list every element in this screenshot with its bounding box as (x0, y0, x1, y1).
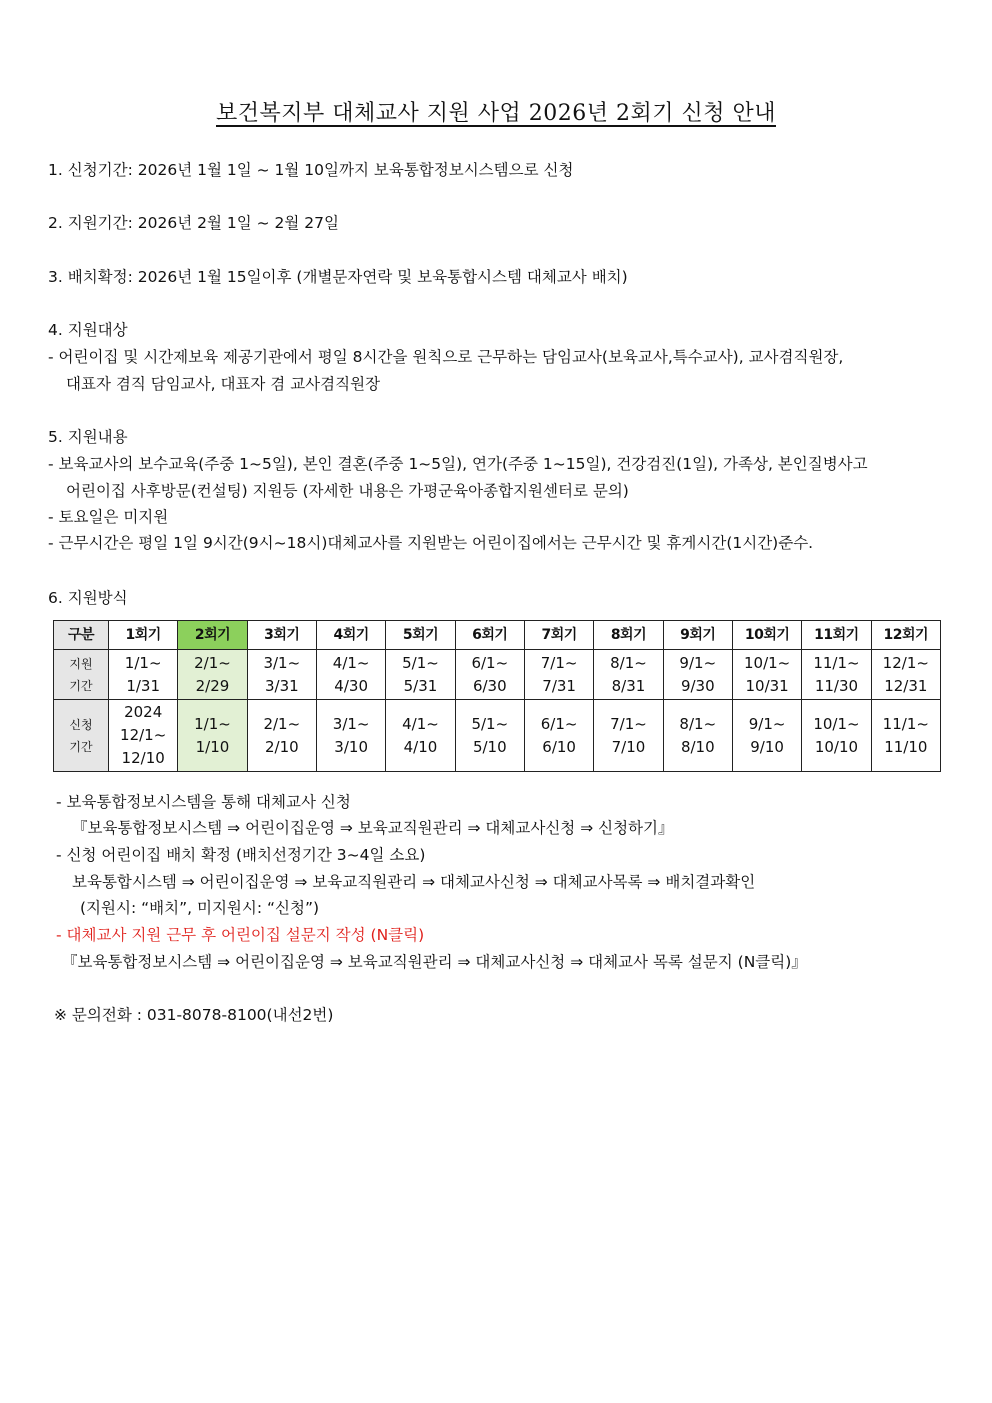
table-cell: 6/1~ 6/10 (524, 700, 593, 772)
section-content-line: - 토요일은 미지원 (48, 508, 169, 526)
table-cell: 2/1~ 2/10 (247, 700, 316, 772)
instruction-survey: - 대체교사 지원 근무 후 어린이집 설문지 작성 (N클릭) (56, 926, 425, 944)
table-cell: 2024 12/1~ 12/10 (109, 700, 178, 772)
apply-period-label: 신청 기간 (54, 700, 109, 772)
table-cell: 9/1~ 9/30 (663, 650, 732, 700)
round-header: 10회기 (732, 621, 801, 650)
section-target-heading: 4. 지원대상 (48, 321, 128, 339)
table-cell: 1/1~ 1/31 (109, 650, 178, 700)
table-cell-highlight: 1/1~ 1/10 (178, 700, 247, 772)
table-cell: 5/1~ 5/10 (455, 700, 524, 772)
schedule-table (53, 620, 941, 772)
instruction-confirm-note: (지원시: “배치”, 미지원시: “신청”) (80, 899, 320, 917)
section-content-line: 어린이집 사후방문(컨설팅) 지원등 (자세한 내용은 가평군육아종합지원센터로 문의) (66, 482, 629, 500)
section-target-line: 대표자 겸직 담임교사, 대표자 겸 교사겸직원장 (66, 375, 381, 393)
table-cell: 7/1~ 7/10 (594, 700, 663, 772)
round-header: 6회기 (455, 621, 524, 650)
round-header: 7회기 (524, 621, 593, 650)
table-cell: 8/1~ 8/31 (594, 650, 663, 700)
table-cell: 5/1~ 5/31 (386, 650, 455, 700)
support-period-row (54, 650, 941, 700)
instruction-confirm: - 신청 어린이집 배치 확정 (배치선정기간 3~4일 소요) (56, 846, 426, 864)
table-cell: 4/1~ 4/30 (316, 650, 385, 700)
table-cell: 10/1~ 10/31 (732, 650, 801, 700)
table-cell-highlight: 2/1~ 2/29 (178, 650, 247, 700)
round-header: 4회기 (316, 621, 385, 650)
instruction-confirm-path: 보육통합시스템 ⇒ 어린이집운영 ⇒ 보육교직원관리 ⇒ 대체교사신청 ⇒ 대체교사목록 ⇒ 배치결과확인 (72, 873, 756, 891)
table-cell: 12/1~ 12/31 (871, 650, 940, 700)
instruction-apply: - 보육통합정보시스템을 통해 대체교사 신청 (56, 793, 351, 811)
section-content-heading: 5. 지원내용 (48, 428, 128, 446)
section-method-heading: 6. 지원방식 (48, 589, 128, 607)
round-header: 11회기 (802, 621, 871, 650)
section-support-period: 2. 지원기간: 2026년 2월 1일 ~ 2월 27일 (48, 214, 339, 232)
table-cell: 9/1~ 9/10 (732, 700, 801, 772)
table-cell: 8/1~ 8/10 (663, 700, 732, 772)
instruction-survey-path: 『보육통합정보시스템 ⇒ 어린이집운영 ⇒ 보육교직원관리 ⇒ 대체교사신청 ⇒ 대체교사 목록 설문지 (N클릭)』 (62, 953, 807, 971)
round-header: 5회기 (386, 621, 455, 650)
section-target-line: - 어린이집 및 시간제보육 제공기관에서 평일 8시간을 원칙으로 근무하는 담임교사(보육교사,특수교사), 교사겸직원장, (48, 348, 844, 366)
header-label: 구분 (54, 621, 109, 650)
table-cell: 3/1~ 3/10 (316, 700, 385, 772)
table-cell: 11/1~ 11/10 (871, 700, 940, 772)
page-title: 보건복지부 대체교사 지원 사업 2026년 2회기 신청 안내 (216, 101, 776, 126)
table-cell: 7/1~ 7/31 (524, 650, 593, 700)
instruction-apply-path: 『보육통합정보시스템 ⇒ 어린이집운영 ⇒ 보육교직원관리 ⇒ 대체교사신청 ⇒ 신청하기』 (72, 819, 674, 837)
table-cell: 10/1~ 10/10 (802, 700, 871, 772)
table-cell: 3/1~ 3/31 (247, 650, 316, 700)
section-content-line: - 근무시간은 평일 1일 9시간(9시~18시)대체교사를 지원받는 어린이집에서는 근무시간 및 휴게시간(1시간)준수. (48, 534, 814, 552)
table-header-row (54, 621, 941, 650)
apply-period-row (54, 700, 941, 772)
support-period-label: 지원 기간 (54, 650, 109, 700)
table-cell: 6/1~ 6/30 (455, 650, 524, 700)
contact-phone: ※ 문의전화 : 031-8078-8100(내선2번) (54, 1006, 334, 1024)
table-cell: 4/1~ 4/10 (386, 700, 455, 772)
round-header: 1회기 (109, 621, 178, 650)
table-cell: 11/1~ 11/30 (802, 650, 871, 700)
round-header: 9회기 (663, 621, 732, 650)
round-header: 8회기 (594, 621, 663, 650)
section-apply-period: 1. 신청기간: 2026년 1월 1일 ~ 1월 10일까지 보육통합정보시스템으로 신청 (48, 161, 574, 179)
section-content-line: - 보육교사의 보수교육(주중 1~5일), 본인 결혼(주중 1~5일), 연가(주중 1~15일), 건강검진(1일), 가족상, 본인질병사고 (48, 455, 868, 473)
round-header: 12회기 (871, 621, 940, 650)
section-placement: 3. 배치확정: 2026년 1월 15일이후 (개별문자연락 및 보육통합시스템 대체교사 배치) (48, 268, 628, 286)
round-header: 3회기 (247, 621, 316, 650)
round-header-highlight: 2회기 (178, 621, 247, 650)
